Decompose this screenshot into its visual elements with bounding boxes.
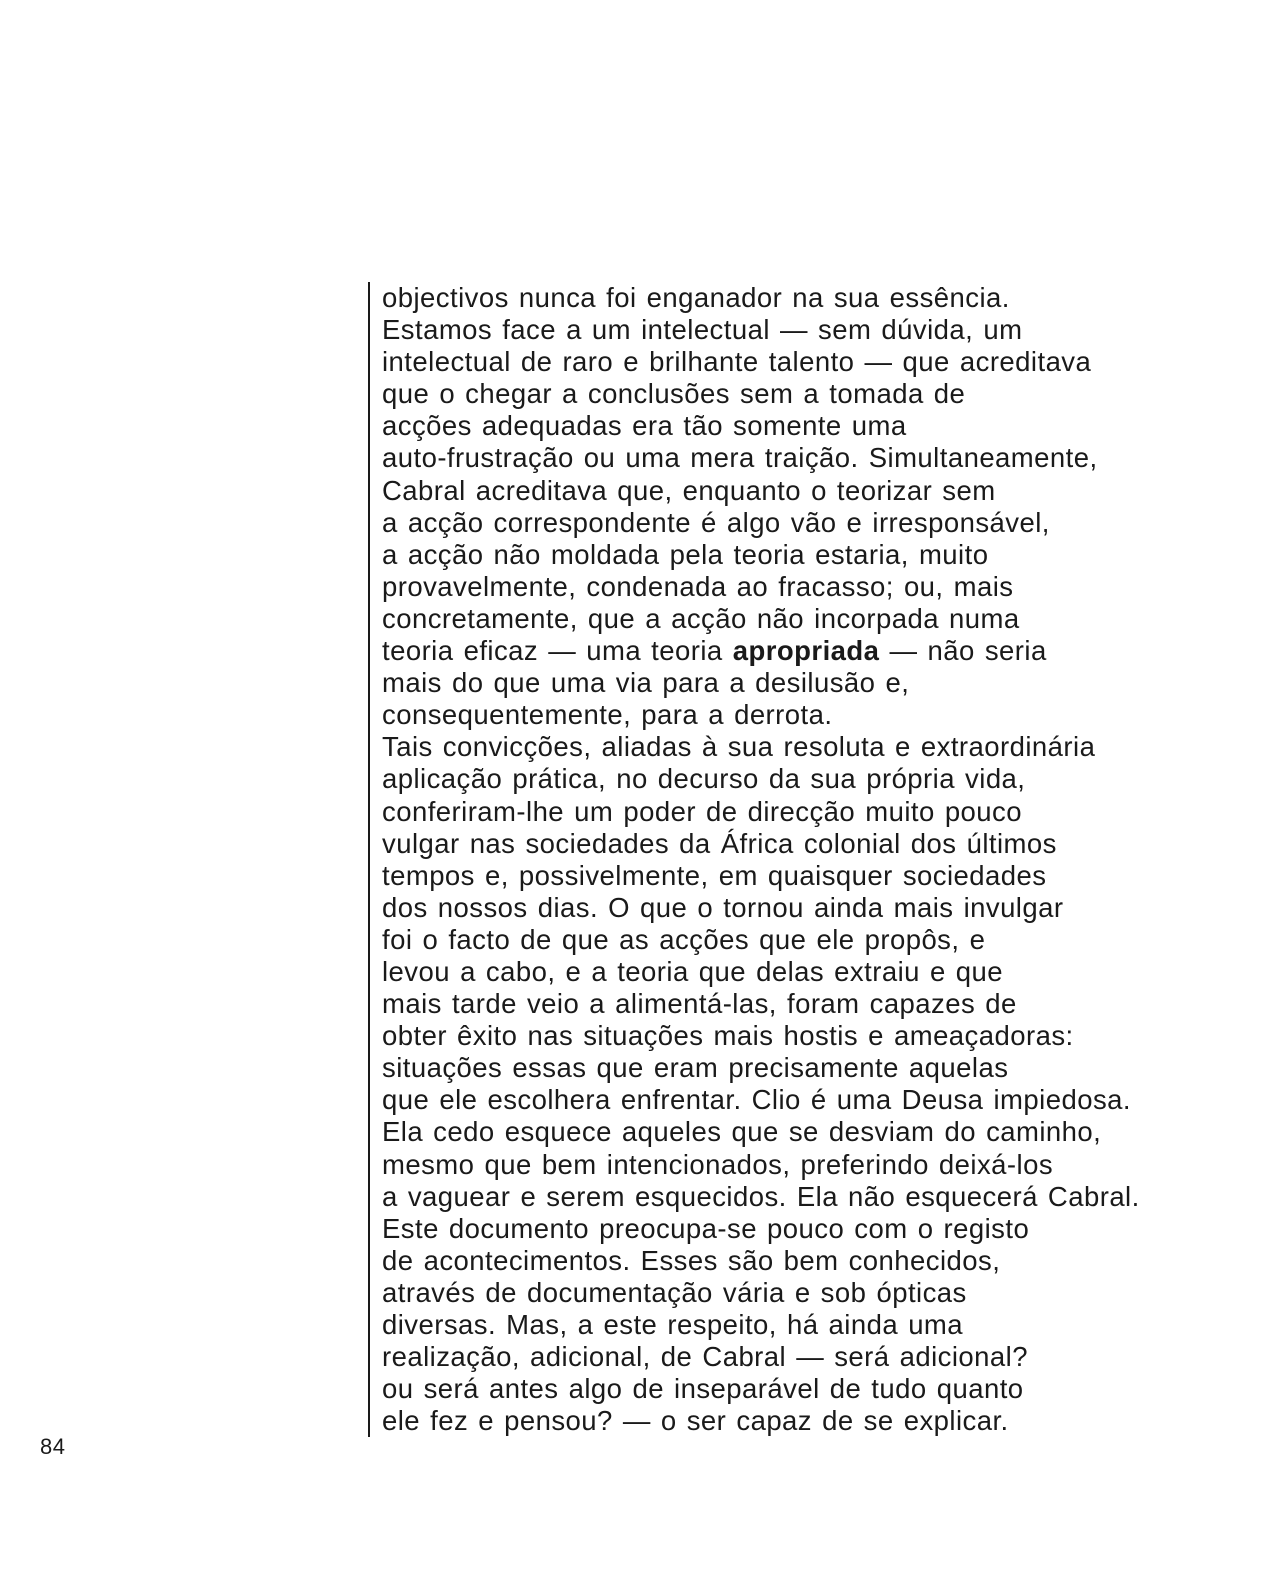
text-line: aplicação prática, no decurso da sua própria vida, [382,763,1026,795]
text-line: Estamos face a um intelectual — sem dúvida, um [382,314,1023,346]
text-line: a acção não moldada pela teoria estaria, muito [382,538,989,570]
text-line: Cabral acreditava que, enquanto o teorizar sem [382,474,996,506]
text-line: conferiram-lhe um poder de direcção muito pouco [382,795,1022,827]
text-line: realização, adicional, de Cabral — será adicional? [382,1341,1028,1373]
text-line: Ela cedo esquece aqueles que se desviam do caminho, [382,1116,1102,1148]
text-line: levou a cabo, e a teoria que delas extraiu e que [382,955,1004,987]
text-line: intelectual de raro e brilhante talento — que acreditava [382,346,1092,378]
text-line: mais tarde veio a alimentá-las, foram capazes de [382,988,1017,1020]
text-line: auto-frustração ou uma mera traição. Simultaneamente, [382,442,1098,474]
text-line: ele fez e pensou? — o ser capaz de se explicar. [382,1405,1009,1437]
text-line: vulgar nas sociedades da África colonial dos últimos [382,827,1057,859]
text-line: situações essas que eram precisamente aquelas [382,1052,1009,1084]
bold-emphasis: apropriada [732,635,880,667]
text-line: Tais convicções, aliadas à sua resoluta e extraordinária [382,731,1096,763]
text-line: que ele escolhera enfrentar. Clio é uma Deusa impiedosa. [382,1084,1131,1116]
page-number: 84 [40,1434,66,1459]
body-text [368,282,1242,1437]
text-line: mesmo que bem intencionados, preferindo deixá-los [382,1148,1054,1180]
text-line: consequentemente, para a derrota. [382,699,833,731]
text-line: mais do que uma via para a desilusão e, [382,667,910,699]
text-line: dos nossos dias. O que o tornou ainda mais invulgar [382,891,1064,923]
text-line: provavelmente, condenada ao fracasso; ou, mais [382,570,1014,602]
text-line: que o chegar a conclusões sem a tomada de [382,378,966,410]
text-line: Este documento preocupa-se pouco com o registo [382,1212,1030,1244]
text-line: diversas. Mas, a este respeito, há ainda uma [382,1309,964,1340]
text-line: foi o facto de que as acções que ele propôs, e [382,923,986,955]
text-line [382,635,1242,667]
text-line: ou será antes algo de inseparável de tudo quanto [382,1373,1024,1405]
text-line: acções adequadas era tão somente uma [382,410,907,442]
text-segment: — não seria [879,635,1047,667]
text-line: obter êxito nas situações mais hostis e ameaçadoras: [382,1020,1074,1052]
text-line: de acontecimentos. Esses são bem conhecidos, [382,1244,1001,1276]
text-line: a acção correspondente é algo vão e irresponsável, [382,506,1050,538]
text-line: através de documentação vária e sob ópticas [382,1276,967,1308]
text-line: a vaguear e serem esquecidos. Ela não esquecerá Cabral. [382,1180,1140,1212]
text-line: tempos e, possivelmente, em quaisquer sociedades [382,859,1047,891]
text-line: objectivos nunca foi enganador na sua essência. [382,282,1010,313]
text-segment: teoria eficaz — uma teoria [382,635,733,667]
text-line: concretamente, que a acção não incorpada numa [382,602,1020,634]
